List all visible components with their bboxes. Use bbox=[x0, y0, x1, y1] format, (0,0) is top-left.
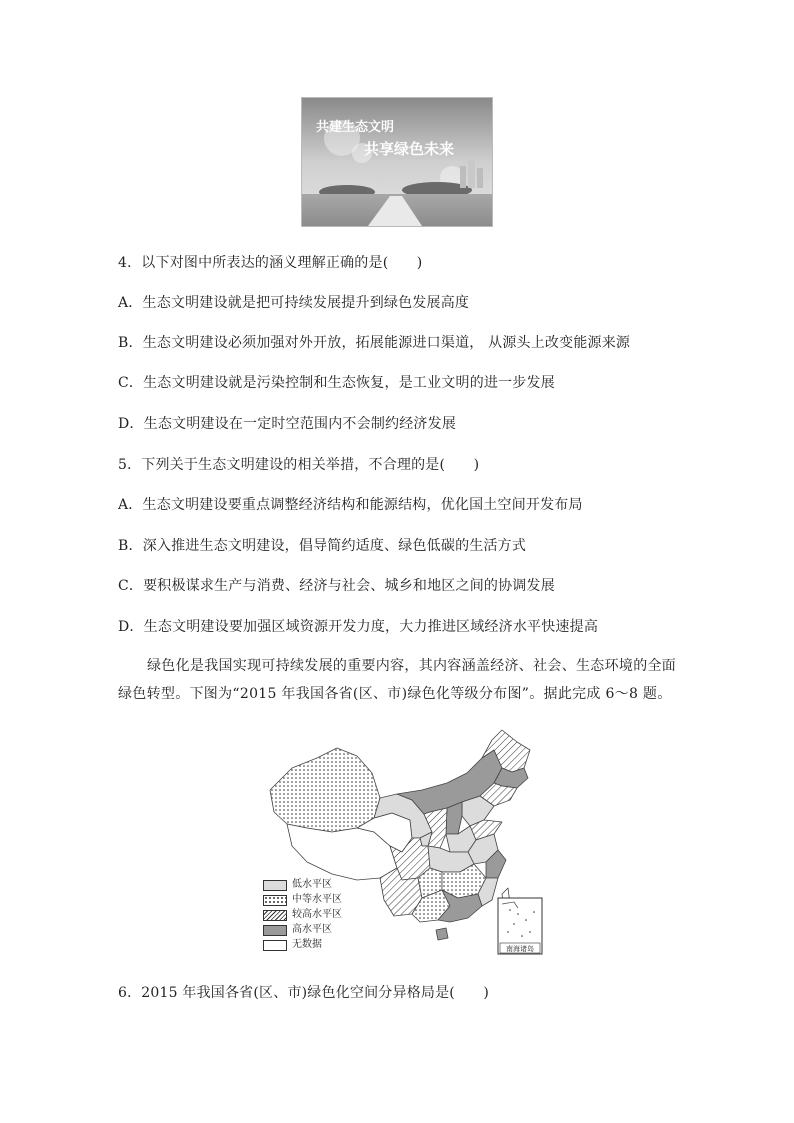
south-china-sea-inset bbox=[498, 898, 542, 954]
poster-image bbox=[301, 97, 493, 227]
inset-label: 南海诸岛 bbox=[506, 945, 534, 953]
poster-slogan-1: 共建生态文明 bbox=[316, 119, 395, 134]
poster-graphic bbox=[302, 98, 492, 226]
question-5-stem: 5．下列关于生态文明建设的相关举措，不合理的是( ) bbox=[118, 457, 480, 473]
legend-swatch-no-data bbox=[263, 940, 287, 951]
question-5-option-d: D．生态文明建设要加强区域资源开发力度，大力推进区域经济水平快速提高 bbox=[118, 619, 599, 635]
intro-paragraph: 绿色化是我国实现可持续发展的重要内容，其内容涵盖经济、社会、生态环境的全面绿色转型。下图为“2015 年我国各省(区、市)绿色化等级分布图”。据此完成 6～8 题。 bbox=[118, 658, 677, 702]
legend-label-medium: 中等水平区 bbox=[292, 894, 342, 905]
legend-swatch-medium bbox=[263, 895, 287, 906]
legend-label-low: 低水平区 bbox=[292, 879, 332, 890]
legend-item-low bbox=[263, 880, 373, 892]
poster-slogan-2: 共享绿色未来 bbox=[364, 141, 455, 158]
question-4-option-d: D．生态文明建设在一定时空范围内不会制约经济发展 bbox=[118, 416, 457, 432]
question-5-option-c: C．要积极谋求生产与消费、经济与社会、城乡和地区之间的协调发展 bbox=[118, 578, 555, 594]
question-5-option-a: A．生态文明建设要重点调整经济结构和能源结构，优化国土空间开发布局 bbox=[118, 497, 583, 513]
region-xinjiang bbox=[270, 748, 380, 832]
legend-swatch-higher bbox=[263, 910, 287, 921]
legend-label-higher: 较高水平区 bbox=[292, 909, 342, 920]
legend-item-high bbox=[263, 925, 373, 937]
question-6-stem: 6．2015 年我国各省(区、市)绿色化空间分异格局是( ) bbox=[118, 985, 490, 1001]
legend-item-higher bbox=[263, 910, 373, 922]
region-hainan bbox=[436, 928, 448, 940]
legend-label-high: 高水平区 bbox=[292, 924, 332, 935]
legend-item-no-data bbox=[263, 940, 373, 952]
question-4-stem: 4．以下对图中所表达的涵义理解正确的是( ) bbox=[118, 255, 423, 271]
legend-swatch-low bbox=[263, 880, 287, 891]
question-4-option-c: C．生态文明建设就是污染控制和生态恢复，是工业文明的进一步发展 bbox=[118, 375, 555, 391]
legend-label-no-data: 无数据 bbox=[292, 939, 322, 950]
question-4-option-a: A．生态文明建设就是把可持续发展提升到绿色发展高度 bbox=[118, 295, 470, 311]
question-5-option-b: B．深入推进生态文明建设，倡导简约适度、绿色低碳的生活方式 bbox=[118, 538, 527, 554]
legend-swatch-high bbox=[263, 925, 287, 936]
question-4-option-b: B．生态文明建设必须加强对外开放，拓展能源进口渠道， 从源头上改变能源来源 bbox=[118, 335, 631, 351]
legend-item-medium bbox=[263, 895, 373, 907]
